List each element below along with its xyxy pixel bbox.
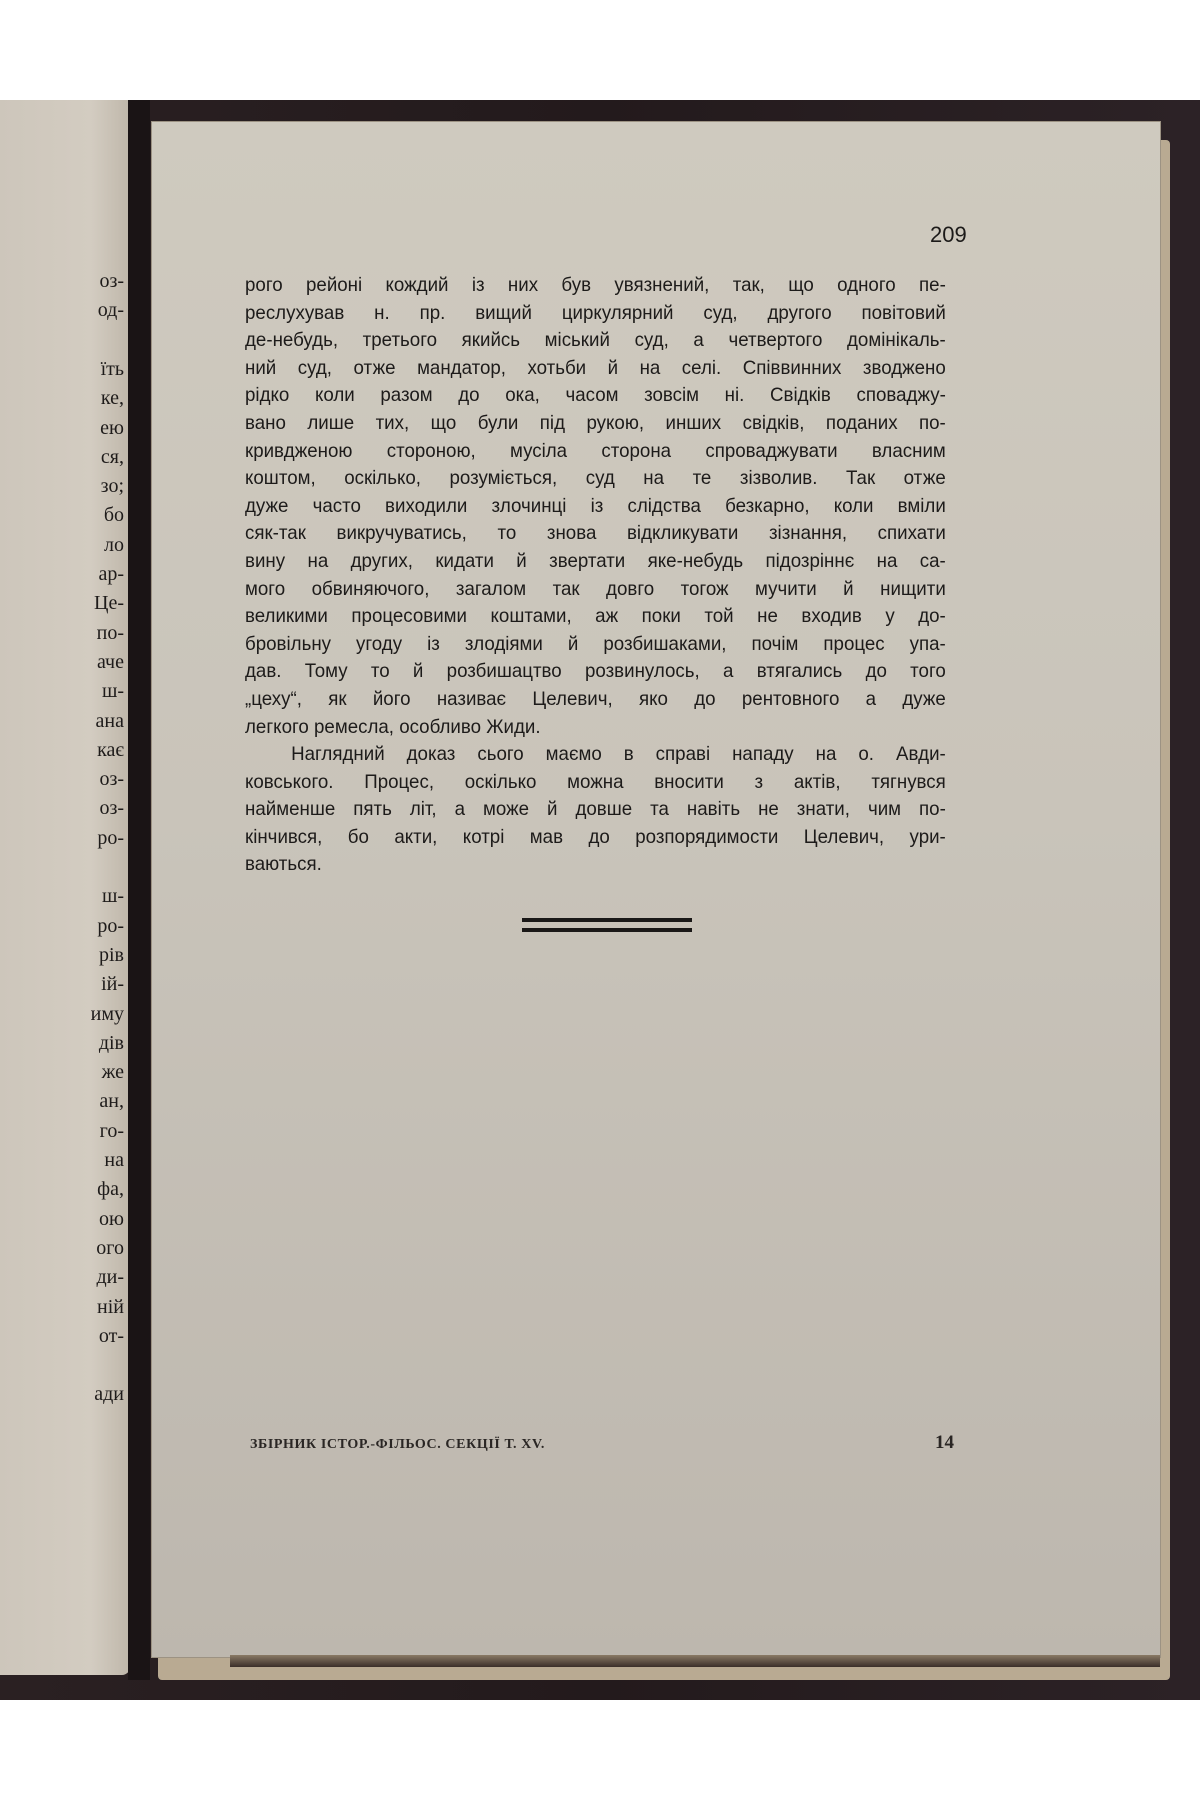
text-line: де-небудь, третього якийсь міський суд, а четвертого домінікаль- (245, 329, 946, 352)
text-line: „цеху“, як його називає Целевич, яко до рентовного а дуже (245, 687, 946, 710)
text-line: легкого ремесла, особливо Жиди. (245, 715, 541, 738)
left-page-text-fragment: оз- (99, 270, 124, 292)
section-divider-bottom (522, 928, 692, 932)
text-line: бровільну угоду із злодіями й розбишаками, почім процес упа- (245, 632, 946, 655)
left-page-text-fragment: ею (100, 416, 124, 439)
book-binding (128, 100, 150, 1680)
left-page-text-fragment: рів (99, 943, 124, 966)
left-page-text-fragment: зо; (100, 475, 124, 498)
text-line: сяк-так викручуватись, то знова відкликувати зізнання, спихати (245, 522, 946, 545)
body-text (245, 272, 946, 879)
text-line: кінчився, бо акти, котрі мав до розпорядимости Целевич, ури- (245, 825, 946, 848)
left-page-text-fragment: бо (103, 504, 124, 527)
signature-mark: 14 (935, 1432, 954, 1453)
left-page (0, 100, 130, 1675)
left-page-text-fragment: ою (99, 1207, 124, 1230)
left-page-text-fragment: же (101, 1061, 124, 1084)
text-line: ний суд, отже мандатор, хотьби й на селі. Співвинних зводжено (245, 356, 946, 379)
left-page-text-fragment: ан, (99, 1090, 124, 1113)
left-page-text-fragment: оз- (99, 768, 124, 791)
left-page-text-fragment: от- (98, 1324, 124, 1347)
text-line: найменше пять літ, а може й довше та навіть не знати, чим по- (245, 798, 946, 821)
left-page-text-fragment: кає (97, 738, 124, 761)
text-line: мого обвиняючого, загалом так довго тогож мучити й нищити (245, 577, 946, 600)
left-page-text-fragment: ій- (101, 973, 124, 996)
left-page-text-fragment: дів (98, 1031, 124, 1054)
left-page-text-fragment: ар- (98, 563, 124, 585)
left-page-text-fragment: иму (90, 1002, 124, 1025)
left-page-text-fragment: аче (96, 650, 124, 673)
left-page-text-fragment: на (104, 1149, 124, 1171)
text-line: кривдженою стороною, мусіла сторона спроваджувати власним (245, 439, 946, 462)
text-line: вано лише тих, що були під рукою, инших свідків, поданих по- (245, 411, 946, 434)
left-page-text-fragment: ся, (100, 445, 124, 468)
left-page-text-fragment: ро- (97, 826, 124, 849)
footer-title: ЗБІРНИК ІСТОР.-ФІЛЬОС. СЕКЦІЇ Т. XV. (250, 1437, 545, 1452)
text-line: Наглядний доказ сього маємо в справі нападу на о. Авди- (291, 743, 946, 766)
left-page-text-fragment: Це- (94, 592, 124, 615)
left-page-text-fragment: оз- (99, 797, 124, 820)
text-line: рого рейоні кождий із них був увязнений, так, що одного пе- (245, 274, 946, 296)
left-page-text-fragment: ого (96, 1236, 124, 1259)
left-page-text-fragment: ній (97, 1295, 124, 1318)
text-line: ваються. (245, 853, 322, 876)
text-line: коштом, оскілько, розуміється, суд на те зізволив. Так отже (245, 467, 946, 490)
page-bottom-edge (230, 1655, 1160, 1667)
left-page-text-fragment: го- (99, 1119, 124, 1142)
left-page-text-fragment: од- (97, 299, 124, 322)
left-page-text-fragment: ди- (96, 1266, 124, 1289)
text-line: ковського. Процес, оскілько можна вносити з актів, тягнувся (245, 770, 946, 793)
left-page-text-fragment: їть (100, 357, 124, 380)
section-divider-top (522, 918, 692, 922)
text-line: рідко коли разом до ока, часом зовсім ні. Свідків споваджу- (245, 384, 946, 407)
left-page-text-fragment: ш- (101, 885, 124, 908)
left-page-text-fragment: ади (94, 1383, 124, 1406)
left-page-text-fragment: ло (104, 533, 124, 556)
left-page-text-fragment: фа, (97, 1178, 124, 1201)
text-line: вину на других, кидати й звертати яке-небудь підозріннє на са- (245, 549, 946, 572)
left-page-text-fragment: по- (96, 621, 124, 644)
text-line: дуже часто виходили злочинці із слідства безкарно, коли вміли (245, 494, 946, 517)
left-page-text-fragment: ана (95, 709, 124, 732)
text-line: великими процесовими коштами, аж поки той не входив у до- (245, 605, 946, 628)
text-line: реслухував н. пр. вищий циркулярний суд, другого повітовий (245, 301, 946, 324)
text-line: дав. Тому то й розбишацтво розвинулось, а втягались до того (245, 660, 946, 683)
left-page-text-fragment: ро- (97, 914, 124, 937)
page-number: 209 (930, 222, 967, 247)
left-page-text-fragment: ш- (101, 680, 124, 703)
left-page-text-fragment: ке, (100, 387, 124, 410)
